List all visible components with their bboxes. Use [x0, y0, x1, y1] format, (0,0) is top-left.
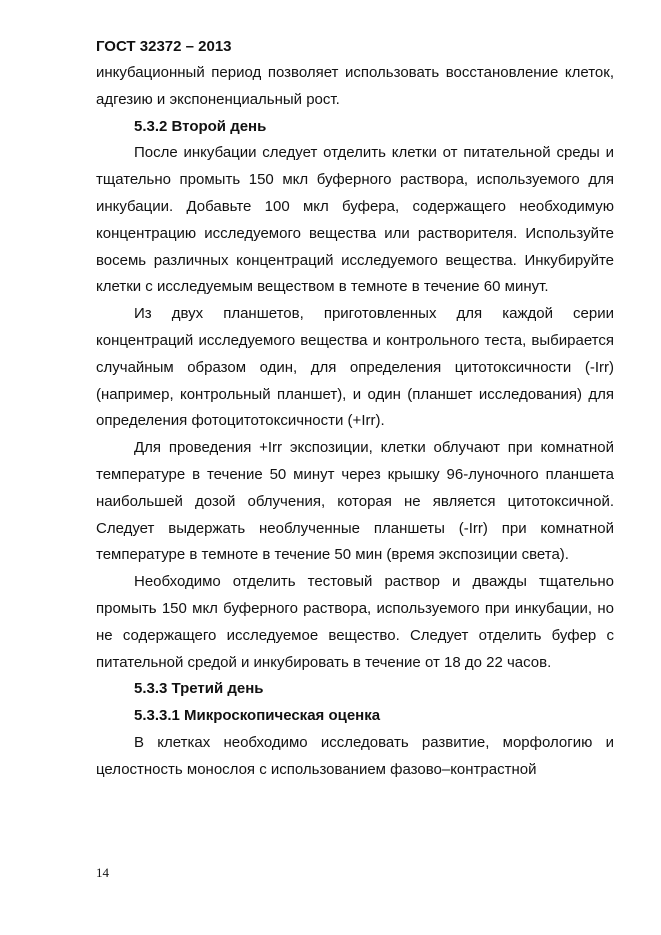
- paragraph-incubation: После инкубации следует отделить клетки от питательной среды и тщательно промыть 150 мкл буферного раствора, используемого для инкубации. Добавьте 100 мкл буфера, содержащего необходимую концентрацию исследуемого вещества или растворителя. Используйте восемь различных концентраций исследуемого вещества. Инкубируйте клетки с исследуемым веществом в темноте в течение 60 минут.: [96, 144, 614, 296]
- paragraph-washing: Необходимо отделить тестовый раствор и дважды тщательно промыть 150 мкл буферного раствора, используемого при инкубации, но не содержащего исследуемое вещество. Следует отделить буфер с питательной средой и инкубировать в течение от 18 до 22 часов.: [96, 573, 614, 671]
- section-heading-5-3-3-1: 5.3.3.1 Микроскопическая оценка: [134, 707, 381, 725]
- section-heading-5-3-2: 5.3.2 Второй день: [134, 117, 267, 135]
- paragraph-microscopy: В клетках необходимо исследовать развитие, морфологию и целостность монослоя с использованием фазово–контрастной: [96, 733, 614, 778]
- document-code: ГОСТ 32372 – 2013: [96, 38, 232, 55]
- page-number: 14: [96, 865, 109, 880]
- paragraph-irradiation: Для проведения +Irr экспозиции, клетки облучают при комнатной температуре в течение 50 минут через крышку 96-луночного планшета наибольшей дозой облучения, которая не является цитотоксичной. Следует выдержать необлученные планшеты (-Irr) при комнатной температуре в темноте в течение 50 мин (время экспозиции света).: [96, 439, 614, 564]
- document-body: [96, 60, 614, 784]
- paragraph-continued: инкубационный период позволяет использовать восстановление клеток, адгезию и экспоненциальный рост.: [96, 64, 614, 108]
- section-heading-5-3-3: 5.3.3 Третий день: [134, 680, 264, 698]
- paragraph-plates: Из двух планшетов, приготовленных для каждой серии концентраций исследуемого вещества и контрольного теста, выбирается случайным образом один, для определения цитотоксичности (-Irr) (например, контрольный планшет), и один (планшет исследования) для определения фотоцитотоксичности (+Irr).: [96, 305, 614, 430]
